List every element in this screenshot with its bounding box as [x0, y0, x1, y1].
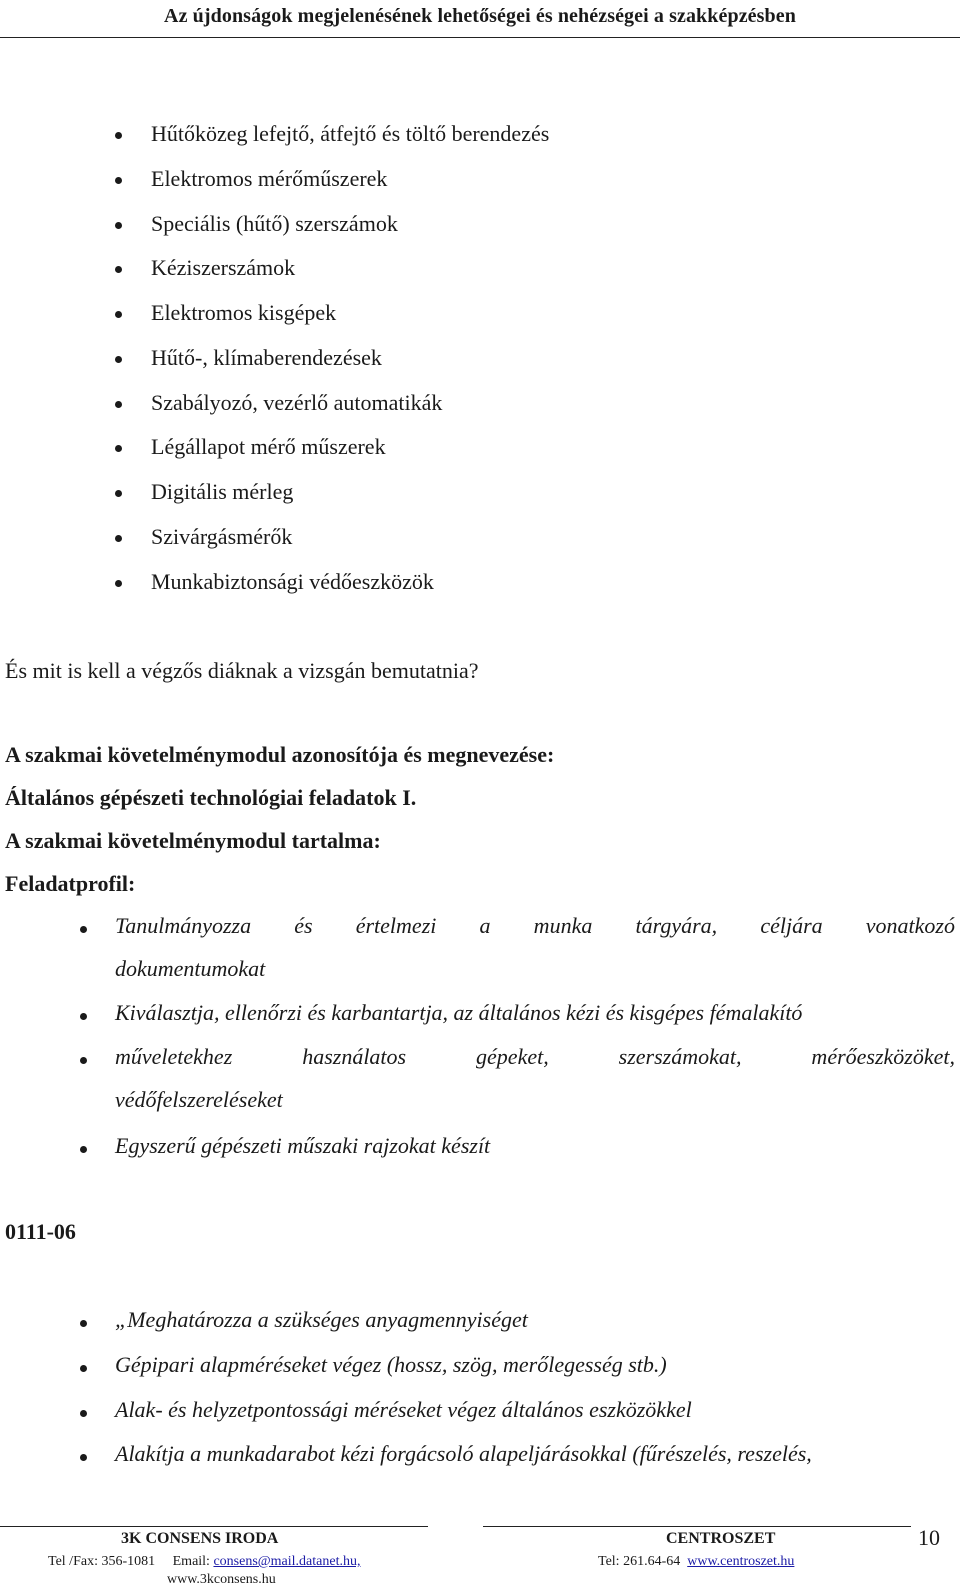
task-item: Alak- és helyzetpontossági méréseket végez általános eszközökkel [115, 1397, 692, 1422]
bullet-icon [115, 311, 122, 318]
module-content-heading: A szakmai követelménymodul tartalma: [5, 828, 381, 853]
task-item-line: védőfelszereléseket [115, 1087, 283, 1112]
list-item [151, 255, 295, 281]
bullet-icon [115, 132, 122, 139]
footer-divider-left [0, 1526, 428, 1527]
profile-heading: Feladatprofil: [5, 871, 136, 896]
page-header-title: Az újdonságok megjelenésének lehetőségei és nehézségei a szakképzésben [164, 5, 796, 27]
footer-left-org: 3K CONSENS IRODA [121, 1530, 279, 1547]
module-id-heading: A szakmai követelménymodul azonosítója és megnevezése: [5, 742, 555, 767]
bullet-icon [115, 445, 122, 452]
task-item: Kiválasztja, ellenőrzi és karbantartja, az általános kézi és kisgépes fémalakító [115, 1000, 803, 1025]
list-item [151, 524, 292, 550]
list-item [151, 300, 336, 326]
footer-left-contact [48, 1554, 360, 1570]
bullet-icon [80, 1013, 87, 1020]
list-item-label: Kéziszerszámok [151, 255, 296, 280]
question-paragraph: És mit is kell a végzős diáknak a vizsgán bemutatnia? [5, 658, 479, 683]
bullet-icon [80, 1146, 87, 1153]
bullet-icon [115, 535, 122, 542]
list-item [151, 434, 386, 460]
module-name: Általános gépészeti technológiai feladatok I. [5, 785, 417, 810]
list-item [151, 211, 398, 237]
list-item-label: Elektromos kisgépek [151, 300, 337, 325]
footer-right-org: CENTROSZET [666, 1530, 776, 1547]
bullet-icon [115, 177, 122, 184]
list-item-label: Légállapot mérő műszerek [151, 434, 386, 459]
bullet-icon [115, 401, 122, 408]
list-item [151, 479, 293, 505]
bullet-icon [80, 926, 87, 933]
footer-email-link[interactable]: consens@mail.datanet.hu, [213, 1554, 361, 1569]
bullet-icon [80, 1320, 87, 1327]
footer-divider-right [483, 1526, 911, 1527]
list-item [151, 390, 442, 416]
task-item-line: Tanulmányozza és értelmezi a munka tárgyára, céljára vonatkozó [115, 913, 955, 938]
bullet-icon [80, 1410, 87, 1417]
footer-left-phone: Tel /Fax: 356-1081 [48, 1554, 156, 1569]
task-item-line: dokumentumokat [115, 956, 266, 981]
header-divider [0, 37, 960, 38]
bullet-icon [80, 1365, 87, 1372]
task-item: Gépipari alapméréseket végez (hossz, szög, merőlegesség stb.) [115, 1352, 667, 1377]
module-code: 0111-06 [5, 1219, 76, 1244]
footer-right-phone: Tel: 261.64-64 [598, 1554, 681, 1569]
list-item-label: Hűtőközeg lefejtő, átfejtő és töltő berendezés [151, 121, 550, 146]
list-item-label: Elektromos mérőműszerek [151, 166, 388, 191]
list-item [151, 121, 549, 147]
bullet-icon [115, 266, 122, 273]
list-item-label: Munkabiztonsági védőeszközök [151, 569, 434, 594]
task-item: Alakítja a munkadarabot kézi forgácsoló alapeljárásokkal (fűrészelés, reszelés, [115, 1441, 812, 1466]
footer-email-label: Email: [172, 1554, 210, 1569]
bullet-icon [80, 1057, 87, 1064]
footer-right-contact [598, 1554, 794, 1570]
list-item-label: Digitális mérleg [151, 479, 294, 504]
list-item-label: Speciális (hűtő) szerszámok [151, 211, 398, 236]
list-item [151, 569, 434, 595]
footer-right-web-link[interactable]: www.centroszet.hu [687, 1554, 795, 1569]
bullet-icon [115, 356, 122, 363]
page-number: 10 [918, 1525, 940, 1550]
task-item-line: műveletekhez használatos gépeket, szerszámokat, mérőeszközöket, [115, 1044, 955, 1069]
bullet-icon [115, 490, 122, 497]
list-item-label: Szivárgásmérők [151, 524, 293, 549]
bullet-icon [115, 222, 122, 229]
list-item-label: Szabályozó, vezérlő automatikák [151, 390, 443, 415]
bullet-icon [80, 1454, 87, 1461]
bullet-icon [115, 580, 122, 587]
list-item-label: Hűtő-, klímaberendezések [151, 345, 382, 370]
list-item [151, 345, 382, 371]
footer-left-web[interactable]: www.3kconsens.hu [167, 1572, 276, 1587]
list-item [151, 166, 387, 192]
task-item: Egyszerű gépészeti műszaki rajzokat készít [115, 1133, 491, 1158]
task-item: „Meghatározza a szükséges anyagmennyiséget [115, 1307, 528, 1332]
